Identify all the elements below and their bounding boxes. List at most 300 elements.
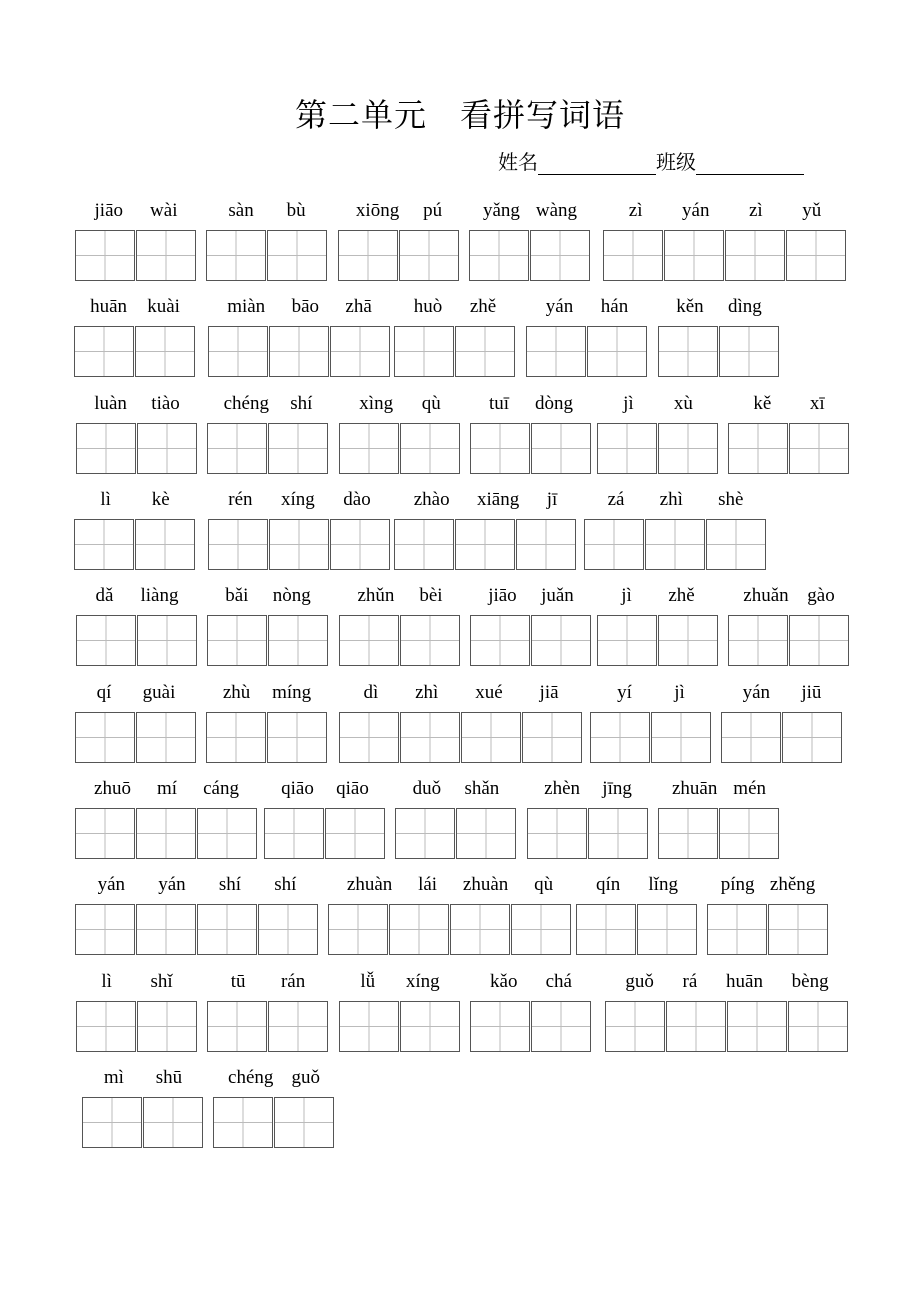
writing-boxes [74,519,196,570]
pinyin-syllable: bǎi [225,585,249,606]
writing-box[interactable] [456,808,516,859]
word-item [707,870,829,955]
word-item [394,485,577,570]
pinyin-line [597,581,719,607]
pinyin-syllable: xíng [405,971,440,992]
word-item [526,292,648,377]
writing-box[interactable] [590,712,650,763]
writing-boxes [213,1097,335,1148]
pinyin-line [207,581,329,607]
writing-boxes [728,423,850,474]
pinyin-syllable: zhì [659,489,683,510]
writing-box[interactable] [469,230,529,281]
pinyin-line [728,389,850,415]
writing-boxes [658,808,780,859]
writing-boxes [75,230,197,281]
pinyin-line [75,196,197,222]
pinyin-syllable: qí [96,682,112,703]
word-item [728,389,850,474]
class-label: 班级 [656,150,696,174]
writing-box[interactable] [76,1001,136,1052]
word-item [75,678,197,763]
writing-box[interactable] [530,230,590,281]
pinyin-line [76,967,198,993]
writing-box[interactable] [789,423,849,474]
writing-boxes [394,326,516,377]
pinyin-syllable: zhèn [544,778,581,799]
pinyin-syllable: lì [101,971,112,992]
writing-box[interactable] [267,230,327,281]
writing-box[interactable] [213,1097,273,1148]
writing-box[interactable] [511,904,571,955]
pinyin-line [470,389,592,415]
pinyin-syllable: rén [228,489,253,510]
pinyin-syllable: jiāo [94,200,124,221]
pinyin-line [206,678,328,704]
writing-box[interactable] [207,423,267,474]
pinyin-syllable: kuài [147,296,180,317]
pinyin-line [394,485,577,511]
writing-boxes [208,519,391,570]
pinyin-syllable: duǒ [412,778,442,799]
writing-boxes [339,615,461,666]
pinyin-syllable: xiāng [477,489,520,510]
writing-boxes [603,230,847,281]
word-item [576,870,698,955]
pinyin-syllable: yǔ [802,200,822,221]
word-item [76,389,198,474]
pinyin-line [76,389,198,415]
word-item [76,967,198,1052]
pinyin-syllable: huò [413,296,443,317]
writing-box[interactable] [789,615,849,666]
writing-box[interactable] [576,904,636,955]
writing-box[interactable] [527,808,587,859]
pinyin-line [338,196,460,222]
writing-boxes [207,615,329,666]
writing-box[interactable] [135,519,195,570]
writing-box[interactable] [531,1001,591,1052]
pinyin-syllable: xíng [281,489,315,510]
writing-box[interactable] [455,326,515,377]
writing-boxes [339,1001,461,1052]
writing-box[interactable] [645,519,705,570]
writing-boxes [527,808,649,859]
writing-boxes [75,904,319,955]
pinyin-line [470,967,592,993]
word-item [527,774,649,859]
writing-boxes [74,326,196,377]
writing-boxes [605,1001,849,1052]
pinyin-syllable: zhuān [671,778,718,799]
pinyin-syllable: mén [733,778,767,799]
word-item [339,678,583,763]
writing-boxes [526,326,648,377]
pinyin-syllable: dìng [728,296,762,317]
writing-box[interactable] [75,230,135,281]
pinyin-syllable: yán [742,682,771,703]
pinyin-line [728,581,850,607]
pinyin-syllable: zhěng [769,874,816,895]
writing-boxes [328,904,572,955]
writing-box[interactable] [450,904,510,955]
writing-box[interactable] [461,712,521,763]
writing-box[interactable] [400,1001,460,1052]
pinyin-line [328,870,572,896]
word-item [658,774,780,859]
writing-box[interactable] [268,423,328,474]
writing-boxes [584,519,767,570]
pinyin-syllable: shū [155,1067,183,1088]
writing-box[interactable] [74,326,134,377]
writing-box[interactable] [328,904,388,955]
writing-box[interactable] [143,1097,203,1148]
pinyin-syllable: zhuàn [346,874,393,895]
writing-box[interactable] [727,1001,787,1052]
word-item [74,292,196,377]
pinyin-syllable: chá [545,971,572,992]
writing-box[interactable] [522,712,582,763]
writing-box[interactable] [721,712,781,763]
word-item [470,967,592,1052]
pinyin-line [75,678,197,704]
writing-box[interactable] [206,230,266,281]
name-blank[interactable] [538,152,656,175]
writing-box[interactable] [75,712,135,763]
writing-box[interactable] [197,808,257,859]
pinyin-syllable: jì [623,393,634,414]
writing-box[interactable] [389,904,449,955]
writing-box[interactable] [206,712,266,763]
writing-box[interactable] [470,615,530,666]
pinyin-syllable: huān [726,971,763,992]
writing-box[interactable] [651,712,711,763]
writing-box[interactable] [707,904,767,955]
writing-boxes [76,615,198,666]
writing-boxes [470,423,592,474]
pinyin-line [339,678,583,704]
pinyin-line [206,196,328,222]
pinyin-syllable: yán [97,874,126,895]
writing-box[interactable] [658,808,718,859]
pinyin-syllable: yán [158,874,186,895]
writing-boxes [75,712,197,763]
writing-box[interactable] [605,1001,665,1052]
writing-box[interactable] [339,615,399,666]
writing-boxes [597,615,719,666]
pinyin-line [207,967,329,993]
pinyin-syllable: shǎn [464,778,500,799]
writing-box[interactable] [269,326,329,377]
pinyin-syllable: zhǔn [357,585,395,606]
word-item [728,581,850,666]
writing-box[interactable] [728,615,788,666]
writing-box[interactable] [207,1001,267,1052]
writing-box[interactable] [399,230,459,281]
writing-box[interactable] [455,519,515,570]
writing-box[interactable] [269,519,329,570]
pinyin-syllable: zhuàn [462,874,509,895]
pinyin-syllable: bāo [291,296,320,317]
word-item [82,1063,204,1148]
pinyin-line [597,389,719,415]
writing-boxes [338,230,460,281]
writing-box[interactable] [268,1001,328,1052]
word-item [74,485,196,570]
pinyin-syllable: mí [156,778,178,799]
writing-box[interactable] [728,423,788,474]
writing-box[interactable] [400,712,460,763]
writing-box[interactable] [664,230,724,281]
writing-boxes [76,423,198,474]
writing-boxes [76,1001,198,1052]
word-item [208,292,391,377]
writing-box[interactable] [76,423,136,474]
writing-box[interactable] [268,615,328,666]
word-item [208,485,391,570]
word-item [76,581,198,666]
writing-boxes [470,615,592,666]
writing-box[interactable] [137,423,197,474]
writing-box[interactable] [516,519,576,570]
writing-box[interactable] [137,1001,197,1052]
pinyin-syllable: guǒ [625,971,654,992]
pinyin-syllable: zhù [222,682,251,703]
pinyin-syllable: zì [628,200,643,221]
writing-box[interactable] [782,712,842,763]
pinyin-line [584,485,767,511]
writing-box[interactable] [267,712,327,763]
pinyin-line [527,774,649,800]
pinyin-syllable: gào [807,585,835,606]
writing-box[interactable] [603,230,663,281]
writing-box[interactable] [394,519,454,570]
word-item [603,196,847,281]
writing-box[interactable] [75,808,135,859]
word-item [605,967,849,1052]
writing-box[interactable] [658,326,718,377]
pinyin-line [394,292,516,318]
pinyin-line [605,967,849,993]
writing-box[interactable] [588,808,648,859]
word-item [597,581,719,666]
writing-boxes [394,519,577,570]
word-item [658,292,780,377]
pinyin-syllable: jiā [539,682,559,703]
writing-boxes [207,1001,329,1052]
writing-box[interactable] [197,904,257,955]
writing-box[interactable] [666,1001,726,1052]
pinyin-line [207,389,329,415]
writing-box[interactable] [597,423,657,474]
word-item [339,967,461,1052]
writing-box[interactable] [137,615,197,666]
pinyin-syllable: tiào [151,393,180,414]
pinyin-line [339,581,461,607]
pinyin-syllable: cáng [203,778,239,799]
pinyin-syllable: qù [534,874,554,895]
pinyin-syllable: kěn [676,296,704,317]
writing-box[interactable] [208,519,268,570]
pinyin-syllable: lì [100,489,111,510]
writing-boxes [658,326,780,377]
writing-box[interactable] [339,1001,399,1052]
writing-box[interactable] [325,808,385,859]
pinyin-syllable: shí [274,874,297,895]
writing-box[interactable] [470,1001,530,1052]
pinyin-syllable: luàn [94,393,127,414]
pinyin-syllable: zhě [469,296,497,317]
pinyin-syllable: zhì [415,682,439,703]
writing-boxes [339,712,583,763]
pinyin-syllable: xué [475,682,503,703]
pinyin-line [470,581,592,607]
pinyin-syllable: tū [230,971,246,992]
writing-box[interactable] [338,230,398,281]
writing-boxes [597,423,719,474]
writing-box[interactable] [394,326,454,377]
pinyin-line [74,485,196,511]
pinyin-syllable: rán [280,971,306,992]
pinyin-line [658,774,780,800]
writing-box[interactable] [719,808,779,859]
writing-box[interactable] [706,519,766,570]
writing-box[interactable] [135,326,195,377]
pinyin-syllable: zhuǎn [743,585,789,606]
pinyin-line [75,774,258,800]
writing-boxes [470,1001,592,1052]
writing-box[interactable] [136,808,196,859]
writing-box[interactable] [400,423,460,474]
pinyin-syllable: wàng [535,200,578,221]
word-item [590,678,712,763]
pinyin-syllable: bèng [791,971,829,992]
pinyin-line [74,292,196,318]
pinyin-line [576,870,698,896]
word-item [395,774,517,859]
writing-box[interactable] [274,1097,334,1148]
pinyin-syllable: juǎn [541,585,574,606]
word-item [339,581,461,666]
pinyin-syllable: bèi [419,585,443,606]
word-item [721,678,843,763]
writing-box[interactable] [788,1001,848,1052]
writing-boxes [206,712,328,763]
word-item [75,196,197,281]
writing-boxes [576,904,698,955]
writing-boxes [206,230,328,281]
writing-box[interactable] [658,423,718,474]
writing-box[interactable] [207,615,267,666]
pinyin-line [76,581,198,607]
pinyin-syllable: rá [682,971,698,992]
pinyin-syllable: bù [286,200,306,221]
writing-box[interactable] [330,519,390,570]
pinyin-syllable: xī [809,393,825,414]
word-item [328,870,572,955]
writing-boxes [208,326,391,377]
writing-box[interactable] [82,1097,142,1148]
pinyin-syllable: chéng [228,1067,274,1088]
pinyin-syllable: qù [421,393,441,414]
writing-box[interactable] [339,423,399,474]
pinyin-syllable: yán [545,296,574,317]
writing-box[interactable] [637,904,697,955]
word-item [75,870,319,955]
writing-boxes [207,423,329,474]
writing-boxes [721,712,843,763]
writing-box[interactable] [470,423,530,474]
pinyin-syllable: yí [617,682,632,703]
pinyin-syllable: kě [753,393,772,414]
pinyin-syllable: pú [423,200,443,221]
writing-box[interactable] [768,904,828,955]
writing-boxes [707,904,829,955]
writing-box[interactable] [208,326,268,377]
pinyin-line [707,870,829,896]
writing-box[interactable] [526,326,586,377]
writing-box[interactable] [400,615,460,666]
pinyin-syllable: kǎo [490,971,518,992]
writing-box[interactable] [531,423,591,474]
writing-box[interactable] [395,808,455,859]
pinyin-syllable: yán [682,200,710,221]
pinyin-syllable: shí [218,874,242,895]
writing-box[interactable] [531,615,591,666]
pinyin-line [395,774,517,800]
writing-box[interactable] [786,230,846,281]
pinyin-syllable: zá [607,489,625,510]
writing-box[interactable] [136,712,196,763]
writing-box[interactable] [76,615,136,666]
word-item [597,389,719,474]
writing-box[interactable] [264,808,324,859]
pinyin-syllable: zhě [668,585,695,606]
writing-box[interactable] [258,904,318,955]
pinyin-syllable: jī [546,489,558,510]
class-blank[interactable] [696,152,804,175]
writing-box[interactable] [597,615,657,666]
pinyin-syllable: lǚ [360,971,376,992]
pinyin-syllable: lǐng [648,874,678,895]
writing-box[interactable] [584,519,644,570]
writing-box[interactable] [725,230,785,281]
writing-box[interactable] [136,904,196,955]
pinyin-syllable: zhuō [94,778,131,799]
word-item [584,485,767,570]
writing-box[interactable] [339,712,399,763]
pinyin-syllable: qín [596,874,621,895]
writing-box[interactable] [719,326,779,377]
name-label: 姓名 [498,150,538,174]
writing-box[interactable] [136,230,196,281]
pinyin-syllable: míng [272,682,312,703]
pinyin-line [658,292,780,318]
word-item [213,1063,335,1148]
pinyin-syllable: mì [103,1067,124,1088]
writing-box[interactable] [658,615,718,666]
pinyin-syllable: nòng [272,585,311,606]
pinyin-syllable: jì [621,585,632,606]
writing-box[interactable] [75,904,135,955]
writing-box[interactable] [587,326,647,377]
pinyin-line [208,485,391,511]
pinyin-syllable: dì [363,682,379,703]
pinyin-line [721,678,843,704]
writing-box[interactable] [74,519,134,570]
pinyin-syllable: dòng [535,393,574,414]
writing-box[interactable] [330,326,390,377]
